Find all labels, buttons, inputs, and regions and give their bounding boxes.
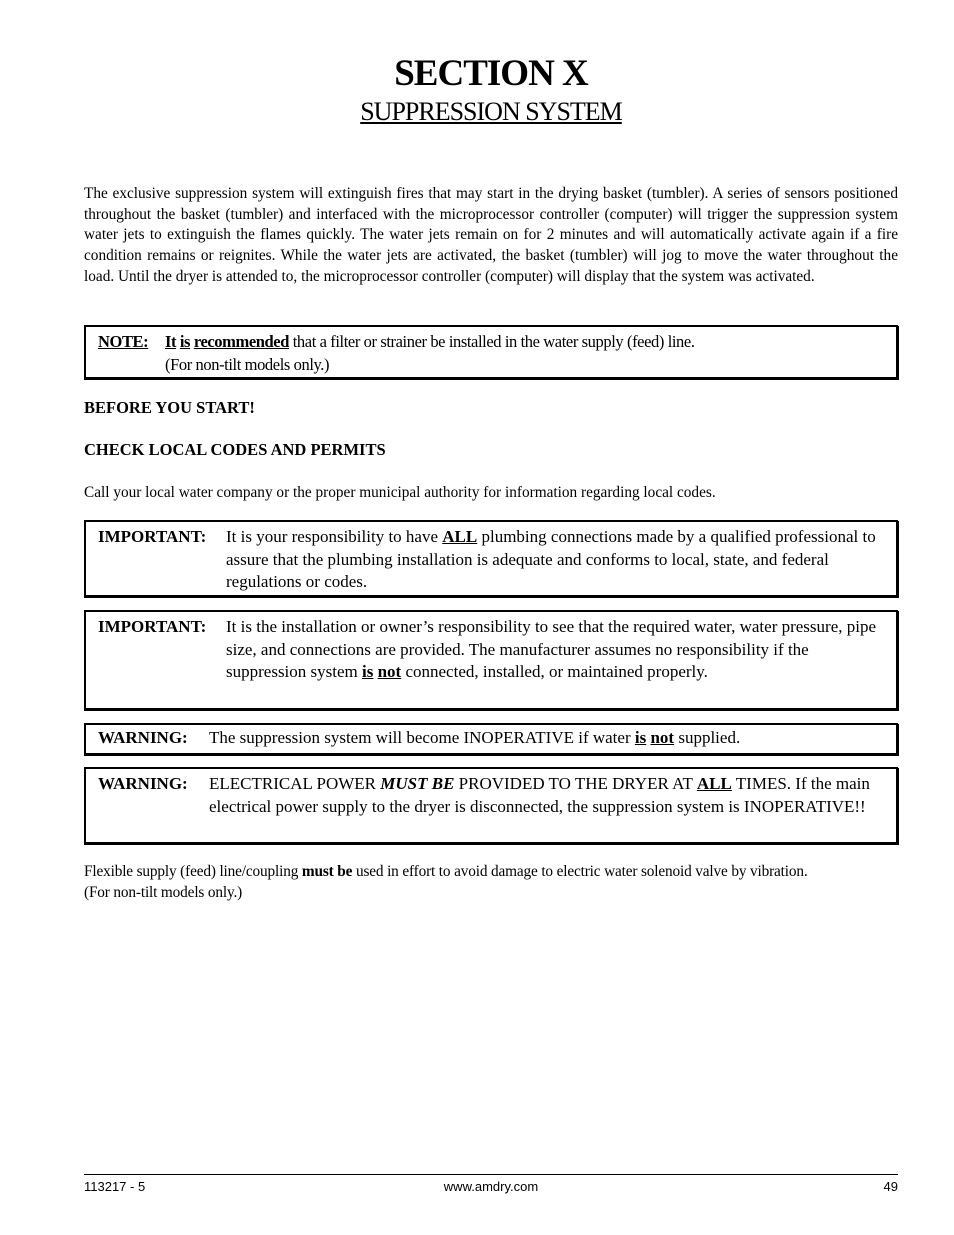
section-title: SECTION X xyxy=(394,53,588,94)
footer-divider xyxy=(84,1174,898,1175)
important-text-1: It is your responsibility to have ALL plumbing connections made by a qualified professional to assure that the plumbing installation is adequate and conforms to local, state, and federal regulations or codes. xyxy=(226,527,876,591)
heading-local-codes: CHECK LOCAL CODES AND PERMITS xyxy=(84,440,386,459)
intro-paragraph: The exclusive suppression system will extinguish fires that may start in the drying basket (tumbler). A series of sensors positioned throughout the basket (tumbler) and interfaced with the microprocessor controller (computer) will trigger the suppression system water jets to extinguish the flames quickly. The water jets remain on for 2 minutes and will automatically activate again if a fire condition remains or reignites. While the water jets are activated, the basket (tumbler) will jog to move the water throughout the load. Until the dryer is attended to, the microprocessor controller (computer) will display that the system was activated. xyxy=(84,185,898,285)
important-box-2 xyxy=(84,610,898,710)
warning-label: WARNING: xyxy=(98,774,188,793)
warning-label: WARNING: xyxy=(98,728,188,747)
heading-before-you-start: BEFORE YOU START! xyxy=(84,398,255,417)
footer-website: www.amdry.com xyxy=(443,1179,539,1194)
section-subtitle: SUPPRESSION SYSTEM xyxy=(360,97,622,126)
important-label: IMPORTANT: xyxy=(98,617,207,636)
important-text-2: It is the installation or owner’s responsibility to see that the required water, water pressure, pipe size, and connections are provided. The manufacturer assumes no responsibility if the suppression system is not connected, installed, or maintained properly. xyxy=(226,617,877,681)
warning-text-1: The suppression system will become INOPERATIVE if water is not supplied. xyxy=(209,728,741,747)
footer-doc-number: 113217 - 5 xyxy=(84,1179,146,1194)
codes-paragraph: Call your local water company or the proper municipal authority for information regarding local codes. xyxy=(84,484,716,501)
warning-text-2: ELECTRICAL POWER MUST BE PROVIDED TO THE DRYER AT ALL TIMES. If the main electrical power supply to the dryer is disconnected, the suppression system is INOPERATIVE!! xyxy=(209,774,870,816)
note-text: It is recommended that a filter or strainer be installed in the water supply (feed) line. (For non-tilt models only.) xyxy=(165,332,695,374)
footer-page-number: 49 xyxy=(883,1179,898,1194)
important-label: IMPORTANT: xyxy=(98,527,207,546)
important-box-1 xyxy=(84,520,898,597)
flex-paragraph: Flexible supply (feed) line/coupling must be used in effort to avoid damage to electric water solenoid valve by vibration. (For non-tilt models only.) xyxy=(84,863,808,901)
warning-box-2 xyxy=(84,767,898,844)
warning-box-1 xyxy=(84,723,898,755)
note-label: NOTE: xyxy=(98,332,149,351)
note-box xyxy=(84,325,898,379)
